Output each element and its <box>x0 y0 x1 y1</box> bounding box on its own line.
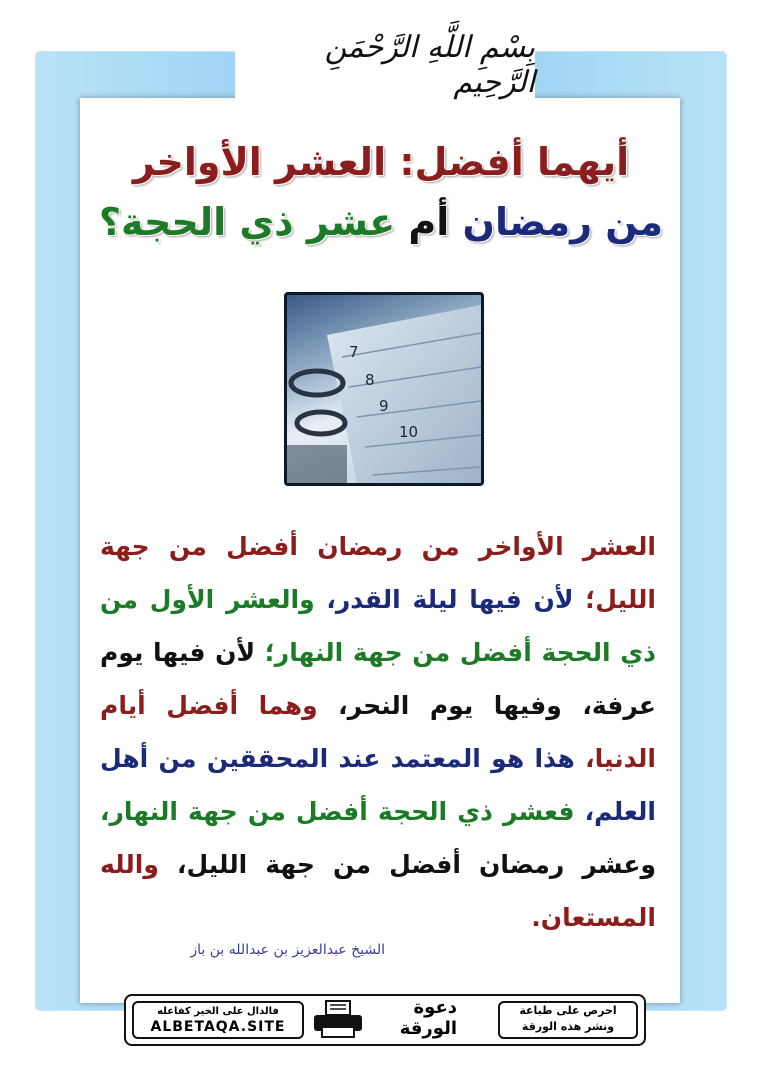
motto-text: فالدال على الخير كفاعله <box>157 1006 279 1017</box>
page-surface <box>327 305 481 483</box>
body-sentence: هذا هو المعتمد عند المحققين من أهل العلم، <box>100 744 656 826</box>
printer-icon <box>312 1000 364 1038</box>
body-sentence: فعشر ذي الحجة أفضل من جهة النهار، <box>100 797 575 826</box>
body-sentence: والله المستعان. <box>100 850 656 932</box>
brand-logo-text: دعوة الورقة <box>399 997 457 1039</box>
title-or: أم <box>395 200 450 244</box>
calendar-photo <box>284 292 484 486</box>
body-sentence: والعشر الأول من ذي الحجة أفضل من جهة النهار؛ <box>100 585 656 667</box>
calendar-number: 7 <box>349 343 359 361</box>
footer-bar <box>124 994 646 1046</box>
title-line-2 <box>90 200 672 244</box>
body-sentence: وهما أفضل أيام الدنيا، <box>100 691 656 773</box>
calendar-illustration <box>287 295 481 483</box>
print-reminder-line-2: ونشر هذه الورقة <box>521 1020 615 1033</box>
title-ramadan: من رمضان <box>449 200 664 244</box>
title-line-1: أيهما أفضل: العشر الأواخر <box>132 140 630 184</box>
author-attribution: الشيخ عبدالعزيز بن عبدالله بن باز <box>190 942 385 958</box>
print-reminder-box <box>498 1001 638 1039</box>
brand-logo <box>371 998 457 1038</box>
calendar-number: 9 <box>379 397 389 415</box>
body-sentence: لأن فيها يوم عرفة، وفيها يوم النحر، <box>100 638 656 720</box>
website-link[interactable]: ALBETAQA.SITE <box>150 1019 286 1035</box>
body-sentence: وعشر رمضان أفضل من جهة الليل، <box>158 850 656 879</box>
calendar-number: 10 <box>399 423 419 441</box>
website-box[interactable] <box>132 1001 304 1039</box>
title-dhulhijjah: عشر ذي الحجة؟ <box>98 200 396 244</box>
binder-ring-icon <box>291 371 343 395</box>
body-sentence: لأن فيها ليلة القدر، <box>314 585 574 614</box>
print-reminder-line-1: احرص على طباعة <box>519 1004 617 1017</box>
calendar-number: 8 <box>365 371 375 389</box>
binder-ring-icon <box>297 412 345 434</box>
basmala-text: بِسْمِ اللَّهِ الرَّحْمَنِ الرَّحِيم <box>324 30 535 100</box>
body-sentence: العشر الأواخر من رمضان أفضل من جهة الليل؛ <box>100 532 656 614</box>
basmala-calligraphy <box>235 20 535 110</box>
body-paragraph <box>100 520 656 944</box>
